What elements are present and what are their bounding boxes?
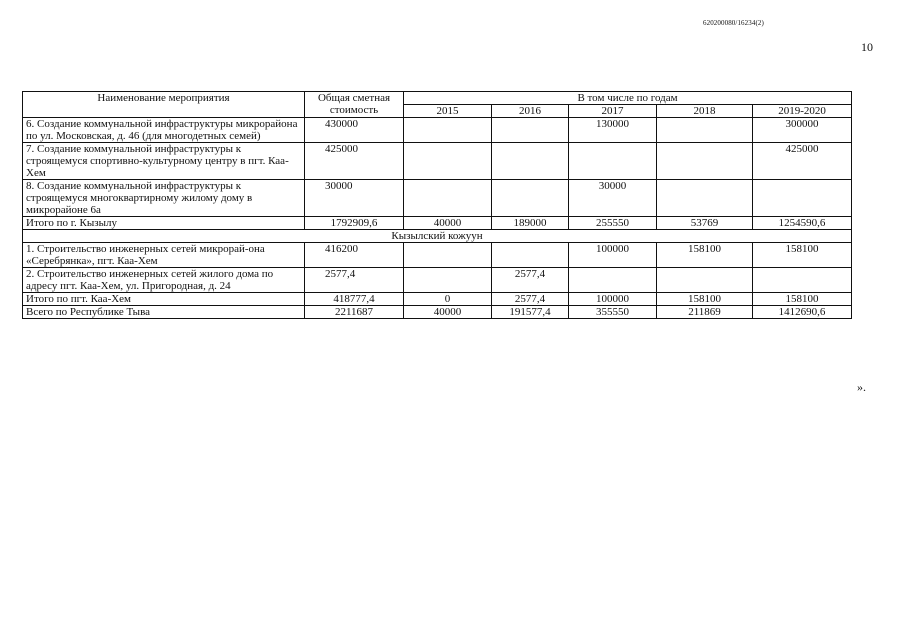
row-total: 2577,4 <box>305 268 404 293</box>
header-total-line1: Общая сметная <box>317 92 391 104</box>
row-2015 <box>404 243 492 268</box>
row-2017: 255550 <box>569 217 657 230</box>
row-2019-2020 <box>753 268 852 293</box>
row-2016 <box>492 118 569 143</box>
table-row <box>23 268 852 293</box>
row-total: 30000 <box>305 180 404 217</box>
row-2018: 211869 <box>657 306 753 319</box>
row-2018: 158100 <box>657 243 753 268</box>
row-2018 <box>657 268 753 293</box>
row-2017: 100000 <box>569 293 657 306</box>
page-number: 10 <box>861 40 873 54</box>
row-name: 8. Создание коммунальной инфраструктуры к строящемуся многоквартирному жилому дому в микрорайоне 6а <box>23 180 305 217</box>
row-2016: 189000 <box>492 217 569 230</box>
table-row <box>23 143 852 180</box>
header-year-2018: 2018 <box>657 105 753 118</box>
row-name: 1. Строительство инженерных сетей микрорай-она «Серебрянка», пгт. Каа-Хем <box>23 243 305 268</box>
row-total: 418777,4 <box>305 293 404 306</box>
row-2017: 30000 <box>569 180 657 217</box>
header-year-2016: 2016 <box>492 105 569 118</box>
row-2015 <box>404 268 492 293</box>
row-total: 2211687 <box>305 306 404 319</box>
budget-table <box>22 91 852 319</box>
subtotal-row <box>23 217 852 230</box>
row-2019-2020: 1254590,6 <box>753 217 852 230</box>
document-code: 620200080/16234(2) <box>703 19 764 27</box>
row-2019-2020: 425000 <box>753 143 852 180</box>
row-2018: 53769 <box>657 217 753 230</box>
header-row-1 <box>23 92 852 105</box>
row-2019-2020 <box>753 180 852 217</box>
row-2016 <box>492 143 569 180</box>
header-total <box>305 92 404 118</box>
row-2017: 130000 <box>569 118 657 143</box>
closing-quote-mark: ». <box>857 380 866 394</box>
row-2016: 2577,4 <box>492 293 569 306</box>
section-row <box>23 230 852 243</box>
row-total: 425000 <box>305 143 404 180</box>
row-total: 416200 <box>305 243 404 268</box>
row-2015 <box>404 118 492 143</box>
header-year-2019-2020: 2019-2020 <box>753 105 852 118</box>
row-name: 7. Создание коммунальной инфраструктуры к строящемуся спортивно-культурному центру в пгт. Каа-Хем <box>23 143 305 180</box>
row-2019-2020: 1412690,6 <box>753 306 852 319</box>
row-name: 2. Строительство инженерных сетей жилого дома по адресу пгт. Каа-Хем, ул. Пригородная, д. 24 <box>23 268 305 293</box>
row-2019-2020: 158100 <box>753 243 852 268</box>
header-year-2017: 2017 <box>569 105 657 118</box>
header-year-2015: 2015 <box>404 105 492 118</box>
row-name: Итого по пгт. Каа-Хем <box>23 293 305 306</box>
subtotal-row <box>23 293 852 306</box>
row-2015: 40000 <box>404 306 492 319</box>
row-2017 <box>569 143 657 180</box>
table-row <box>23 243 852 268</box>
row-2019-2020: 300000 <box>753 118 852 143</box>
row-2015: 40000 <box>404 217 492 230</box>
row-name: 6. Создание коммунальной инфраструктуры микрорайона по ул. Московская, д. 46 (для многодетных семей) <box>23 118 305 143</box>
row-2015 <box>404 143 492 180</box>
row-2018: 158100 <box>657 293 753 306</box>
header-name: Наименование мероприятия <box>23 92 305 118</box>
row-name: Всего по Республике Тыва <box>23 306 305 319</box>
table-row <box>23 118 852 143</box>
row-total: 430000 <box>305 118 404 143</box>
row-2015 <box>404 180 492 217</box>
row-2018 <box>657 143 753 180</box>
row-2016: 2577,4 <box>492 268 569 293</box>
row-2018 <box>657 118 753 143</box>
row-2019-2020: 158100 <box>753 293 852 306</box>
grand-total-row <box>23 306 852 319</box>
row-name: Итого по г. Кызылу <box>23 217 305 230</box>
row-2018 <box>657 180 753 217</box>
row-2016: 191577,4 <box>492 306 569 319</box>
row-2016 <box>492 180 569 217</box>
table-row <box>23 180 852 217</box>
header-years-group: В том числе по годам <box>404 92 852 105</box>
row-2017 <box>569 268 657 293</box>
row-total: 1792909,6 <box>305 217 404 230</box>
row-2016 <box>492 243 569 268</box>
row-2017: 355550 <box>569 306 657 319</box>
section-title: Кызылский кожуун <box>23 230 852 243</box>
row-2015: 0 <box>404 293 492 306</box>
header-total-line2: стоимость <box>329 104 379 116</box>
row-2017: 100000 <box>569 243 657 268</box>
